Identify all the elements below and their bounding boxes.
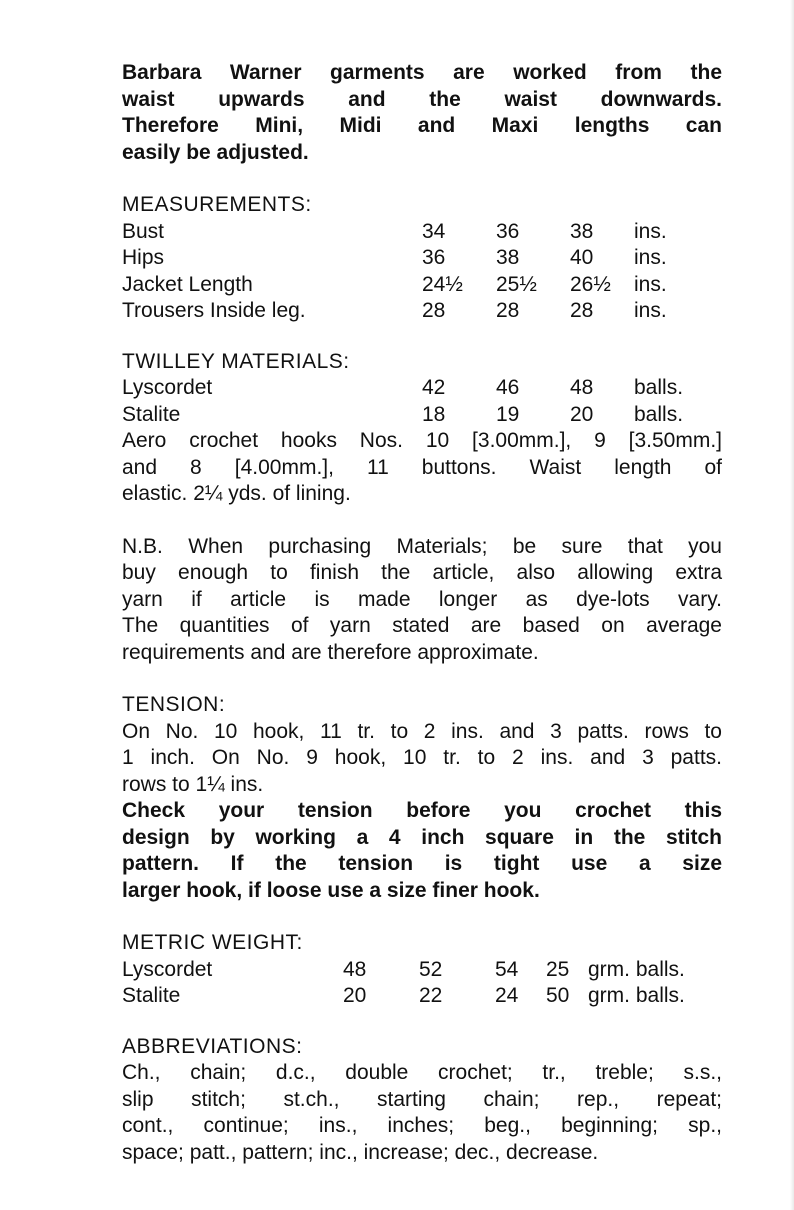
measurement-unit: ins. bbox=[634, 246, 667, 269]
metric-value: 20 bbox=[343, 984, 367, 1007]
metric-heading: METRIC WEIGHT: bbox=[122, 931, 303, 954]
material-value: 42 bbox=[422, 376, 446, 399]
measurement-value: 26½ bbox=[570, 272, 611, 296]
materials-note-line: and 8 [4.00mm.], 11 buttons. Waist length of bbox=[122, 455, 722, 479]
material-row bbox=[122, 375, 722, 402]
measurement-row bbox=[122, 272, 722, 299]
material-value: 20 bbox=[570, 402, 594, 426]
material-value: 19 bbox=[496, 402, 520, 426]
abbreviations-line: Ch., chain; d.c., double crochet; tr., treble; s.s., bbox=[122, 1061, 722, 1084]
measurement-row bbox=[122, 219, 722, 246]
materials-section bbox=[122, 349, 722, 508]
measurement-value: 36 bbox=[422, 246, 446, 269]
measurement-value: 25½ bbox=[496, 272, 537, 296]
measurement-value: 28 bbox=[570, 299, 594, 322]
measurement-unit: ins. bbox=[634, 272, 667, 296]
material-row bbox=[122, 402, 722, 429]
tension-warning-line: Check your tension before you crochet this bbox=[122, 799, 722, 822]
tension-warning-line: design by working a 4 inch square in the stitch bbox=[122, 825, 722, 849]
tension-line: 1 inch. On No. 9 hook, 10 tr. to 2 ins. and 3 patts. bbox=[122, 746, 722, 769]
intro-line: Therefore Mini, Midi and Maxi lengths can bbox=[122, 114, 722, 137]
nb-line: The quantities of yarn stated are based on average bbox=[122, 614, 722, 637]
metric-value: 22 bbox=[419, 984, 443, 1007]
nb-line: requirements and are therefore approximate. bbox=[122, 640, 539, 664]
metric-value: 52 bbox=[419, 957, 443, 981]
abbreviations-line: space; patt., pattern; inc., increase; dec., decrease. bbox=[122, 1140, 599, 1164]
metric-unit: grm. balls. bbox=[588, 957, 685, 981]
abbreviations-line: slip stitch; st.ch., starting chain; rep., repeat; bbox=[122, 1087, 722, 1111]
tension-line: rows to 1¼ ins. bbox=[122, 772, 264, 796]
material-value: 48 bbox=[570, 376, 594, 399]
tension-heading: TENSION: bbox=[122, 693, 226, 716]
material-unit: balls. bbox=[634, 376, 684, 399]
measurement-label: Jacket Length bbox=[122, 272, 253, 296]
tension-section bbox=[122, 692, 722, 904]
measurement-label: Bust bbox=[122, 219, 165, 243]
metric-value: 24 bbox=[495, 984, 519, 1007]
metric-value: 50 bbox=[546, 984, 570, 1007]
metric-value: 48 bbox=[343, 957, 367, 981]
materials-note-line: Aero crochet hooks Nos. 10 [3.00mm.], 9 [3.50mm.] bbox=[122, 429, 722, 452]
nb-line: N.B. When purchasing Materials; be sure that you bbox=[122, 534, 722, 558]
intro-line: easily be adjusted. bbox=[122, 140, 309, 164]
metric-label: Lyscordet bbox=[122, 957, 213, 981]
measurements-section bbox=[122, 192, 722, 325]
nb-line: buy enough to finish the article, also allowing extra bbox=[122, 561, 722, 584]
metric-label: Stalite bbox=[122, 984, 181, 1007]
tension-line: On No. 10 hook, 11 tr. to 2 ins. and 3 patts. rows to bbox=[122, 719, 722, 743]
measurement-row bbox=[122, 245, 722, 272]
abbreviations-line: cont., continue; ins., inches; beg., beginning; sp., bbox=[122, 1114, 722, 1137]
measurement-value: 38 bbox=[570, 219, 594, 243]
measurement-value: 40 bbox=[570, 246, 594, 269]
measurement-value: 28 bbox=[496, 299, 520, 322]
measurement-value: 36 bbox=[496, 219, 520, 243]
measurement-unit: ins. bbox=[634, 299, 667, 322]
metric-section bbox=[122, 930, 722, 1010]
tension-warning-line: larger hook, if loose use a size finer hook. bbox=[122, 878, 540, 902]
material-label: Stalite bbox=[122, 402, 181, 426]
measurements-heading: MEASUREMENTS: bbox=[122, 193, 312, 216]
metric-value: 25 bbox=[546, 957, 570, 981]
pattern-page bbox=[122, 60, 722, 1166]
metric-row bbox=[122, 983, 722, 1010]
intro-line: waist upwards and the waist downwards. bbox=[122, 87, 722, 111]
material-value: 18 bbox=[422, 402, 446, 426]
measurement-value: 38 bbox=[496, 246, 520, 269]
measurement-value: 24½ bbox=[422, 272, 463, 296]
abbreviations-heading: ABBREVIATIONS: bbox=[122, 1034, 303, 1058]
material-label: Lyscordet bbox=[122, 376, 213, 399]
material-value: 46 bbox=[496, 376, 520, 399]
page-edge-shadow bbox=[790, 0, 794, 1210]
measurement-value: 34 bbox=[422, 219, 446, 243]
measurement-label: Trousers Inside leg. bbox=[122, 299, 306, 322]
measurement-row bbox=[122, 298, 722, 325]
measurement-label: Hips bbox=[122, 246, 165, 269]
measurement-unit: ins. bbox=[634, 219, 667, 243]
material-unit: balls. bbox=[634, 402, 684, 426]
intro-paragraph bbox=[122, 60, 722, 166]
measurement-value: 28 bbox=[422, 299, 446, 322]
tension-warning-line: pattern. If the tension is tight use a size bbox=[122, 852, 722, 875]
materials-note-line: elastic. 2¼ yds. of lining. bbox=[122, 482, 351, 505]
materials-heading: TWILLEY MATERIALS: bbox=[122, 349, 350, 373]
abbreviations-section bbox=[122, 1034, 722, 1167]
nb-line: yarn if article is made longer as dye-lots vary. bbox=[122, 587, 722, 611]
metric-row bbox=[122, 957, 722, 984]
nb-paragraph bbox=[122, 534, 722, 667]
metric-value: 54 bbox=[495, 957, 519, 981]
intro-line: Barbara Warner garments are worked from the bbox=[122, 61, 722, 84]
metric-unit: grm. balls. bbox=[588, 984, 685, 1007]
